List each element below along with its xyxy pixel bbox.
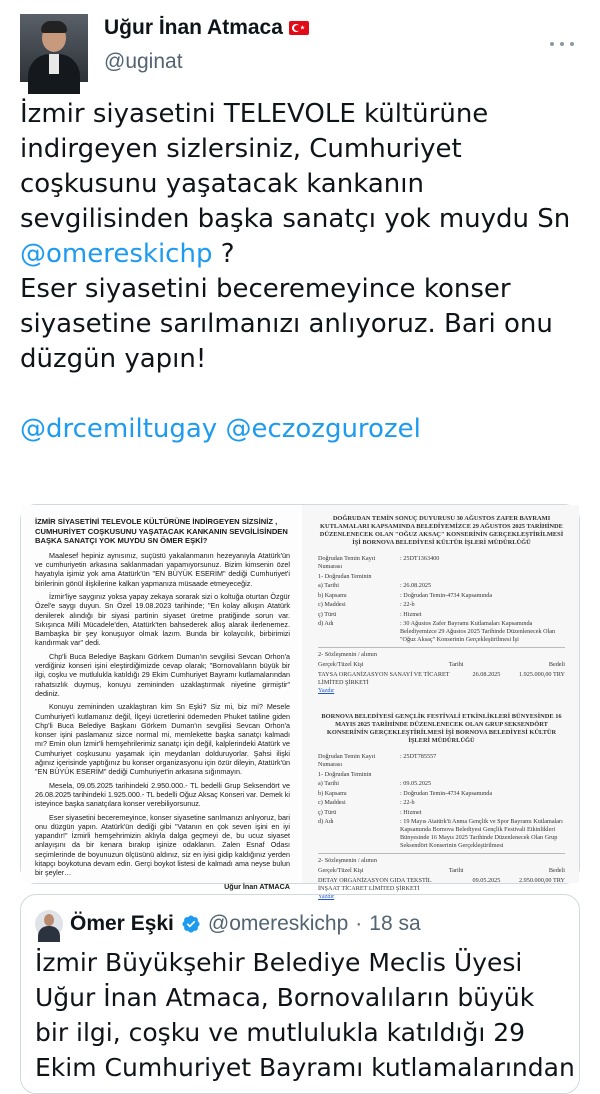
statement-document-image[interactable] xyxy=(21,505,302,891)
procurement-row-value: : Doğrudan Temin-4734 Kapsamında xyxy=(400,591,493,599)
turkey-flag-icon xyxy=(289,21,309,35)
contract-row xyxy=(318,671,565,687)
quoted-tweet-time[interactable]: 18 sa xyxy=(369,912,421,935)
quoted-author-handle[interactable]: @omereskichp xyxy=(207,912,349,935)
col-amount: Bedeli xyxy=(548,867,565,874)
procurement-block-2 xyxy=(318,713,565,901)
contract-row xyxy=(318,877,565,893)
procurement-row-value xyxy=(400,771,565,779)
procurement-row-value: : 19 Mayıs Atatürk'ü Anma Gençlik ve Spor Bayramı Kutlamaları Kapsamında Bornova Belediyesi Gençlik Festivali Etkinlikleri Bünyesinde 16 Mayıs 2025 Tarihinde Düzenlenecek Olan Grup Seksendört Konserinin Gerçekleştirilmesi xyxy=(400,818,563,849)
mention-drcemiltugay[interactable]: @drcemiltugay xyxy=(20,414,218,444)
procurement-row-value: : 25DT1363400 xyxy=(400,555,440,562)
procurement-row-value: : 22-b xyxy=(400,601,415,608)
contract-amount: 2.950.000,00 TRY xyxy=(519,877,565,884)
quoted-tweet-header xyxy=(35,909,421,939)
statement-signature: Uğur İnan ATMACA xyxy=(224,881,290,891)
procurement-row-label: Doğrudan Temin Kayıt Numarası xyxy=(318,555,376,570)
col-party: Gerçek/Tüzel Kişi xyxy=(318,867,364,874)
statement-paragraph: Eser siyasetini beceremeyince, konser siyasetine sarılmanızı anlıyoruz, bari onu düzgün yapın. Atatürk'ün dediği gibi "Vatanın en çok seven işini en iyi yapandır!" İzmirli hemşehrimizin aklıyla dalga geçmeyi de, bu ucuz siyaset anlayışını da bir kenara bırakıp işinize odaklanın. Zalen Esnaf Odası seçimlerinde de boyunuzun ölçüsünü aldınız, siz en iyisi gidip kaldığınız yerden kitapçı boykotuna devam edin. Gerçi boykot listesi de kalmadı ama neyse bulun bir şeyler… xyxy=(35,812,290,878)
tweet-mentions xyxy=(20,412,580,447)
procurement-row-label: d) Adı xyxy=(318,620,334,627)
author-name-row[interactable] xyxy=(104,16,309,40)
print-link[interactable]: Yazdır xyxy=(318,893,335,900)
procurement-row-label: 1- Doğrudan Teminin xyxy=(318,572,372,580)
contractor-name: TAYSA ORGANİZASYON SANAYİ VE TİCARET LİMİTED ŞİRKETİ xyxy=(318,671,450,686)
statement-paragraph: Maalesef hepiniz aynısınız, suçüstü yakalanmanın hezeyanıyla Atatürk'ün ve cumhuriyetin arkasına saklanmadan yapamıyorsunuz. Bizim kimsenin özel hayatıyla işimiz yok ama Atatürk'ün "EN BÜYÜK ESERİM" dediği Cumhuriyet'i birilerinin gönül ilişkilerine kalkan yapmanıza müsaade etmeyeceğiz. xyxy=(35,550,290,588)
statement-paragraph: Mesela, 09.05.2025 tarihindeki 2.950.000.- TL bedelli Grup Seksendört ve 26.08.2025 tarihindeki 1.925.000.- TL bedelli Oğuz Aksaç Konseri var. Demek ki isteyince başka sanatçılara konser verebiliyorsunuz. xyxy=(35,780,290,809)
statement-paragraph: Konuyu zemininden uzaklaştıran kim Sn Eşki? Siz mi, biz mi? Mesele Cumhuriyet'i kutlamanız değil, İlçeyi ücretlerini ödemeden Phuket tatiline giden Chp'li Buca Belediye Başkanı Görkem Duman'ın sevgilisi Sevcan Orhon'a konser işini paslamanız sizce normal mi, memlekette başka sanatçı kalmadı mı? Emin olun İzmir'li hemşehrilerimiz sanatçı için değil, kalplerindeki Atatürk ve Cumhuriyet coşkusunu yaşamak için meydanları dolduruyorlar. Şahsi ilişki ağınız içerisinde yaptığınız bu konser organizasyonu için özür dileyin, Atatürk'ün "EN BÜYÜK ESERİM" dediği Cumhuriyet'in arkasına sığınmayın. xyxy=(35,702,290,777)
procurement-row-value: : Doğrudan Temin-4734 Kapsamında xyxy=(400,789,493,797)
col-date: Tarihi xyxy=(448,661,464,668)
procurement-row-label: b) Kapsamı xyxy=(318,789,347,797)
contract-columns xyxy=(318,661,565,669)
quoted-author-name[interactable]: Ömer Eşki xyxy=(70,912,174,935)
procurement-row-label: d) Adı xyxy=(318,818,334,825)
mention-omereskichp[interactable]: @omereskichp xyxy=(20,239,213,269)
procurement-row-value: : Hizmet xyxy=(400,808,422,816)
procurement-rows xyxy=(318,555,565,644)
mention-eczozgurozel[interactable]: @eczozgurozel xyxy=(225,414,421,444)
verified-badge-icon xyxy=(181,914,201,934)
procurement-row xyxy=(318,771,565,779)
procurement-row-label: 1- Doğrudan Teminin xyxy=(318,770,372,778)
procurement-row xyxy=(318,601,565,609)
quoted-tweet-text: İzmir Büyükşehir Belediye Meclis Üyesi Uğur İnan Atmaca, Bornovalıların büyük bir ilgi, coşku ve mutlulukla katıldığı 29 Ekim Cumhuriyet Bayramı kutlamalarından xyxy=(35,948,575,1082)
more-options-icon[interactable] xyxy=(550,32,574,56)
procurement-row xyxy=(318,753,565,769)
procurement-title: DOĞRUDAN TEMİN SONUÇ DUYURUSU 30 AĞUSTOS ZAFER BAYRAMI KUTLAMALARI KAPSAMINDA BELEDİYEMİZCE 29 AĞUSTOS 2025 TARİHİNDE DÜZENLENECEK OLAN "OĞUZ AKSAÇ" KONSERİNİN GERÇEKLEŞTİRİLMESİ İŞİ BORNOVA BELEDİYESİ KÜLTÜR İŞLERİ MÜDÜRLÜĞÜ xyxy=(319,515,564,546)
contract-label: 2- Sözleşmenin / alımın xyxy=(318,857,377,864)
procurement-title: BORNOVA BELEDİYESİ GENÇLİK FESTİVALİ ETKİNLİKLERİ BÜNYESİNDE 16 MAYIS 2025 TARİHİNDE DÜZENLENECEK OLAN GRUP SEKSENDÖRT KONSERİNİN GERÇEKLEŞTİRİLMESİ İŞİ BORNOVA BELEDİYESİ KÜLTÜR İŞLERİ MÜDÜRLÜĞÜ xyxy=(321,713,562,744)
tweet-body xyxy=(20,97,580,447)
contract-columns xyxy=(318,867,565,875)
procurement-block-1 xyxy=(318,515,565,695)
tweet-paragraph-2: Eser siyasetini beceremeyince konser siyasetine sarılmanızı anlıyoruz. Bari onu düzgün yapın! xyxy=(20,274,553,374)
procurement-row xyxy=(318,799,565,807)
avatar-hair xyxy=(41,21,67,33)
procurement-row-value: : 22-b xyxy=(400,799,415,806)
procurement-row-label: Doğrudan Temin Kayıt Numarası xyxy=(318,753,376,768)
procurement-row xyxy=(318,592,565,600)
col-amount: Bedeli xyxy=(548,661,565,668)
procurement-row xyxy=(318,611,565,619)
separator-dot: · xyxy=(355,912,363,935)
avatar-shirt xyxy=(49,54,59,74)
procurement-row-value: : 09.05.2025 xyxy=(400,780,432,787)
print-link[interactable]: Yazdır xyxy=(318,687,335,694)
procurement-row xyxy=(318,818,565,850)
procurement-row-label: c) Maddesi xyxy=(318,601,346,608)
col-party: Gerçek/Tüzel Kişi xyxy=(318,661,364,668)
procurement-row xyxy=(318,809,565,817)
tweet-paragraph-1: İzmir siyasetini TELEVOLE kültürüne indirgeyen sizlersiniz, Cumhuriyet coşkusunu yaşatacak kankanın sevgilisinden başka sanatçı yok muydu Sn @omereskichp ? xyxy=(20,99,571,269)
quoted-tweet[interactable] xyxy=(20,894,580,1094)
author-handle[interactable]: @uginat xyxy=(104,50,183,73)
author-avatar[interactable] xyxy=(20,14,88,82)
procurement-row-label: ç) Türü xyxy=(318,610,337,618)
statement-paragraph: Chp'li Buca Belediye Başkanı Görkem Duman'ın sevgilisi Sevcan Orhon'a verdiğiniz konseri işini eleştirdiğimizde cevap olarak; "Bornovalıların büyük bir ilgi, coşku ve mutlulukla katıldığı 29 Ekim Cumhuriyet Bayramı kutlamalarından rahatsızlık duymuş, konuyu zemininden uzaklaştırmak niyetine girmiştir" dediniz. xyxy=(35,651,290,698)
procurement-row-label: c) Maddesi xyxy=(318,799,346,806)
procurement-row xyxy=(318,573,565,581)
statement-title: İZMİR SİYASETİNİ TELEVOLE KÜLTÜRÜNE İNDİRGEYEN SİZSİNİZ , CUMHURİYET COŞKUSUNU YAŞATACAK KANKANIN SEVGİLİSİNDEN BAŞKA SANATÇI YOK MUYDU SN ÖMER EŞKİ? xyxy=(35,517,288,546)
contract-date: 26.08.2025 xyxy=(472,671,501,678)
contractor-name: DETAY ORGANİZASYON GIDA TEKSTİL İNŞAAT TİCARET LİMİTED ŞİRKETİ xyxy=(318,877,432,892)
procurement-row-value: : Hizmet xyxy=(400,610,422,618)
contract-date: 09.05.2025 xyxy=(472,877,501,884)
tweet-header xyxy=(20,12,580,82)
contract-amount: 1.925.000,00 TRY xyxy=(519,671,565,678)
procurement-rows xyxy=(318,753,565,850)
procurement-row xyxy=(318,582,565,590)
quoted-author-avatar[interactable] xyxy=(35,910,63,938)
procurement-row xyxy=(318,555,565,571)
procurement-row-value: : 25DT785557 xyxy=(400,753,437,760)
procurement-row-label: a) Tarihi xyxy=(318,582,339,589)
procurement-row-label: ç) Türü xyxy=(318,808,337,816)
procurement-row xyxy=(318,780,565,788)
procurement-row xyxy=(318,620,565,644)
procurement-row-value xyxy=(400,573,565,581)
procurement-document-image[interactable] xyxy=(302,505,579,900)
procurement-row-label: a) Tarihi xyxy=(318,780,339,787)
contract-label: 2- Sözleşmenin / alımın xyxy=(318,651,377,658)
statement-paragraph: İzmir'liye saygınız yoksa yapay zekaya sorarak sizi o koltuğa oturtan Özgür Özel'e saygı duyun. Sn Özel 19.08.2023 tarihinde; "En kolay alkışın Atatürk denilerek alındığı bir siyasi partinin siyaset üretme pratiğinde sorun var. Sıkışınca Milli Mücadele'den, Atatürk'ten bahsederek alkış alarak ilerlenemez. Bambaşka bir şey konuşuyor olmak lazım. Bunda bir kolaycılık, birbirimizi kandırmak var" dedi. xyxy=(35,591,290,648)
tweet-media-grid[interactable] xyxy=(20,504,580,900)
procurement-row-value: : 30 Ağustos Zafer Bayramı Kutlamaları Kapsamında Belediyemizce 29 Ağustos 2025 Tarihinde Düzenlenecek Olan "Oğuz Aksaç" Konserinin Gerçekleştirilmesi İşi xyxy=(400,620,556,643)
procurement-row xyxy=(318,790,565,798)
author-display-name[interactable]: Uğur İnan Atmaca xyxy=(104,16,283,39)
col-date: Tarihi xyxy=(448,867,464,874)
procurement-row-value: : 26.08.2025 xyxy=(400,582,432,589)
procurement-row-label: b) Kapsamı xyxy=(318,591,347,599)
